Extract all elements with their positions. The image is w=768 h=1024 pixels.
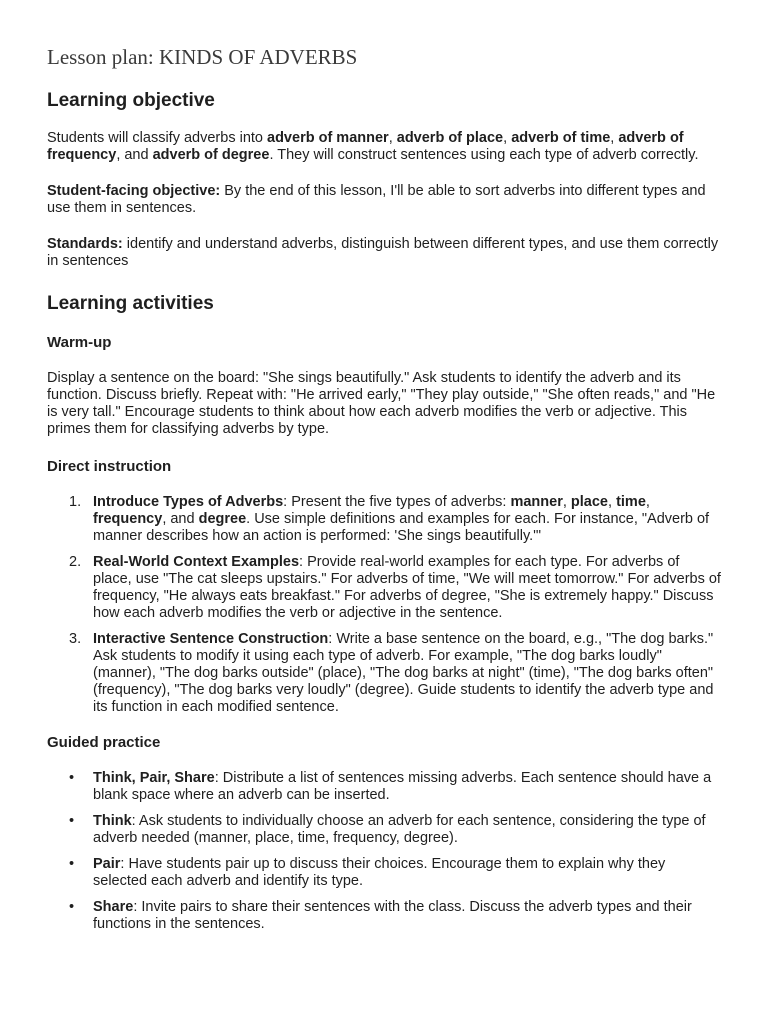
student-facing-objective (47, 183, 722, 217)
item-text: , (645, 494, 650, 510)
objective-text-6: . They will construct sentences using each type of adverb correctly. (269, 147, 699, 163)
bullet-icon: • (69, 899, 75, 915)
item-text: , and (162, 511, 199, 527)
objective-bold-manner: adverb of manner (267, 130, 389, 146)
standards-label: Standards: (47, 236, 123, 252)
list-number: 3. (69, 631, 82, 647)
student-facing-label: Student-facing objective: (47, 183, 221, 199)
item-text: , (608, 494, 617, 510)
standards-paragraph (47, 236, 722, 270)
item-text: . Use simple definitions and examples for each. For instance, "Adverb of manner describes how an action is performed: 'She sings beautifully.'" (93, 511, 710, 544)
item-title: Share (93, 899, 134, 915)
item-text: : Present the five types of adverbs: (283, 494, 511, 510)
item-text: : Ask students to individually choose an adverb for each sentence, considering the type of adverb needed (manner, place, time, frequency, degree). (93, 813, 706, 846)
item-title: Think, Pair, Share (93, 770, 215, 786)
item-bold-manner: manner (510, 494, 563, 510)
list-item (47, 813, 722, 847)
item-title: Pair (93, 856, 121, 872)
bullet-icon: • (69, 856, 75, 872)
item-text: : Have students pair up to discuss their choices. Encourage them to explain why they selected each adverb and identify its type. (93, 856, 666, 889)
guided-practice-heading: Guided practice (47, 734, 161, 751)
objective-bold-frequency: adverb of frequency (47, 130, 684, 163)
bullet-icon: • (69, 813, 75, 829)
list-item (47, 554, 722, 622)
objective-paragraph (47, 130, 722, 164)
item-text: : Provide real-world examples for each type. For adverbs of place, use "The cat sleeps upstairs." For adverbs of time, "We will meet tomorrow." For adverbs of frequency, "He always eats breakfast." For adverbs of degree, "She is extremely happy." Discuss how each adverb modifies the verb or adjective in the sentence. (93, 554, 721, 621)
warmup-paragraph: Display a sentence on the board: "She sings beautifully." Ask students to identify the adverb and its function. Discuss briefly. Repeat with: "He arrived early," "They play outside," "She often reads," and "He is very tall." Encourage students to think about how each adverb modifies the verb or adjective. This primes them for classifying adverbs by type. (47, 370, 716, 437)
list-number: 2. (69, 554, 82, 570)
list-number: 1. (69, 494, 82, 510)
objective-bold-time: adverb of time (511, 130, 611, 146)
learning-activities-heading: Learning activities (47, 293, 214, 314)
objective-text-3: , (503, 130, 512, 146)
item-text: : Distribute a list of sentences missing adverbs. Each sentence should have a blank space where an adverb can be inserted. (93, 770, 712, 803)
objective-text-4: , (610, 130, 619, 146)
objective-text-1: Students will classify adverbs into (47, 130, 268, 146)
student-facing-text: By the end of this lesson, I'll be able to sort adverbs into different types and use them in sentences. (47, 183, 706, 216)
objective-bold-degree: adverb of degree (152, 147, 270, 163)
list-item (47, 899, 722, 933)
item-bold-frequency: frequency (93, 511, 163, 527)
item-text: , (562, 494, 571, 510)
warmup-heading: Warm-up (47, 334, 112, 351)
standards-text: identify and understand adverbs, distinguish between different types, and use them correctly in sentences (47, 236, 719, 269)
item-bold-time: time (616, 494, 646, 510)
learning-objective-section (47, 89, 722, 270)
guided-practice-list (47, 770, 722, 933)
list-item (47, 494, 722, 545)
list-item (47, 631, 722, 716)
bullet-icon: • (69, 770, 75, 786)
item-text: : Write a base sentence on the board, e.g., "The dog barks." Ask students to modify it using each type of adverb. For example, "The dog barks loudly" (manner), "The dog barks outside" (place), "The dog barks at night" (time), "The dog barks often" (frequency), "The dog barks very loudly" (degree). Guide students to identify the adverb type and its function in each modified sentence. (93, 631, 714, 715)
list-item (47, 856, 722, 890)
objective-text-2: , (388, 130, 397, 146)
item-title: Think (93, 813, 132, 829)
direct-instruction-heading: Direct instruction (47, 458, 172, 475)
item-bold-degree: degree (198, 511, 247, 527)
item-title: Interactive Sentence Construction (93, 631, 329, 647)
learning-objective-heading: Learning objective (47, 90, 215, 111)
list-item (47, 770, 722, 804)
learning-activities-section (47, 292, 722, 933)
direct-instruction-list (47, 494, 722, 716)
document-title: Lesson plan: KINDS OF ADVERBS (47, 45, 358, 69)
item-bold-place: place (570, 494, 608, 510)
item-title: Introduce Types of Adverbs (93, 494, 284, 510)
item-title: Real-World Context Examples (93, 554, 300, 570)
objective-text-5: , and (116, 147, 153, 163)
item-text: : Invite pairs to share their sentences with the class. Discuss the adverb types and their functions in the sentences. (93, 899, 692, 932)
objective-bold-place: adverb of place (396, 130, 504, 146)
